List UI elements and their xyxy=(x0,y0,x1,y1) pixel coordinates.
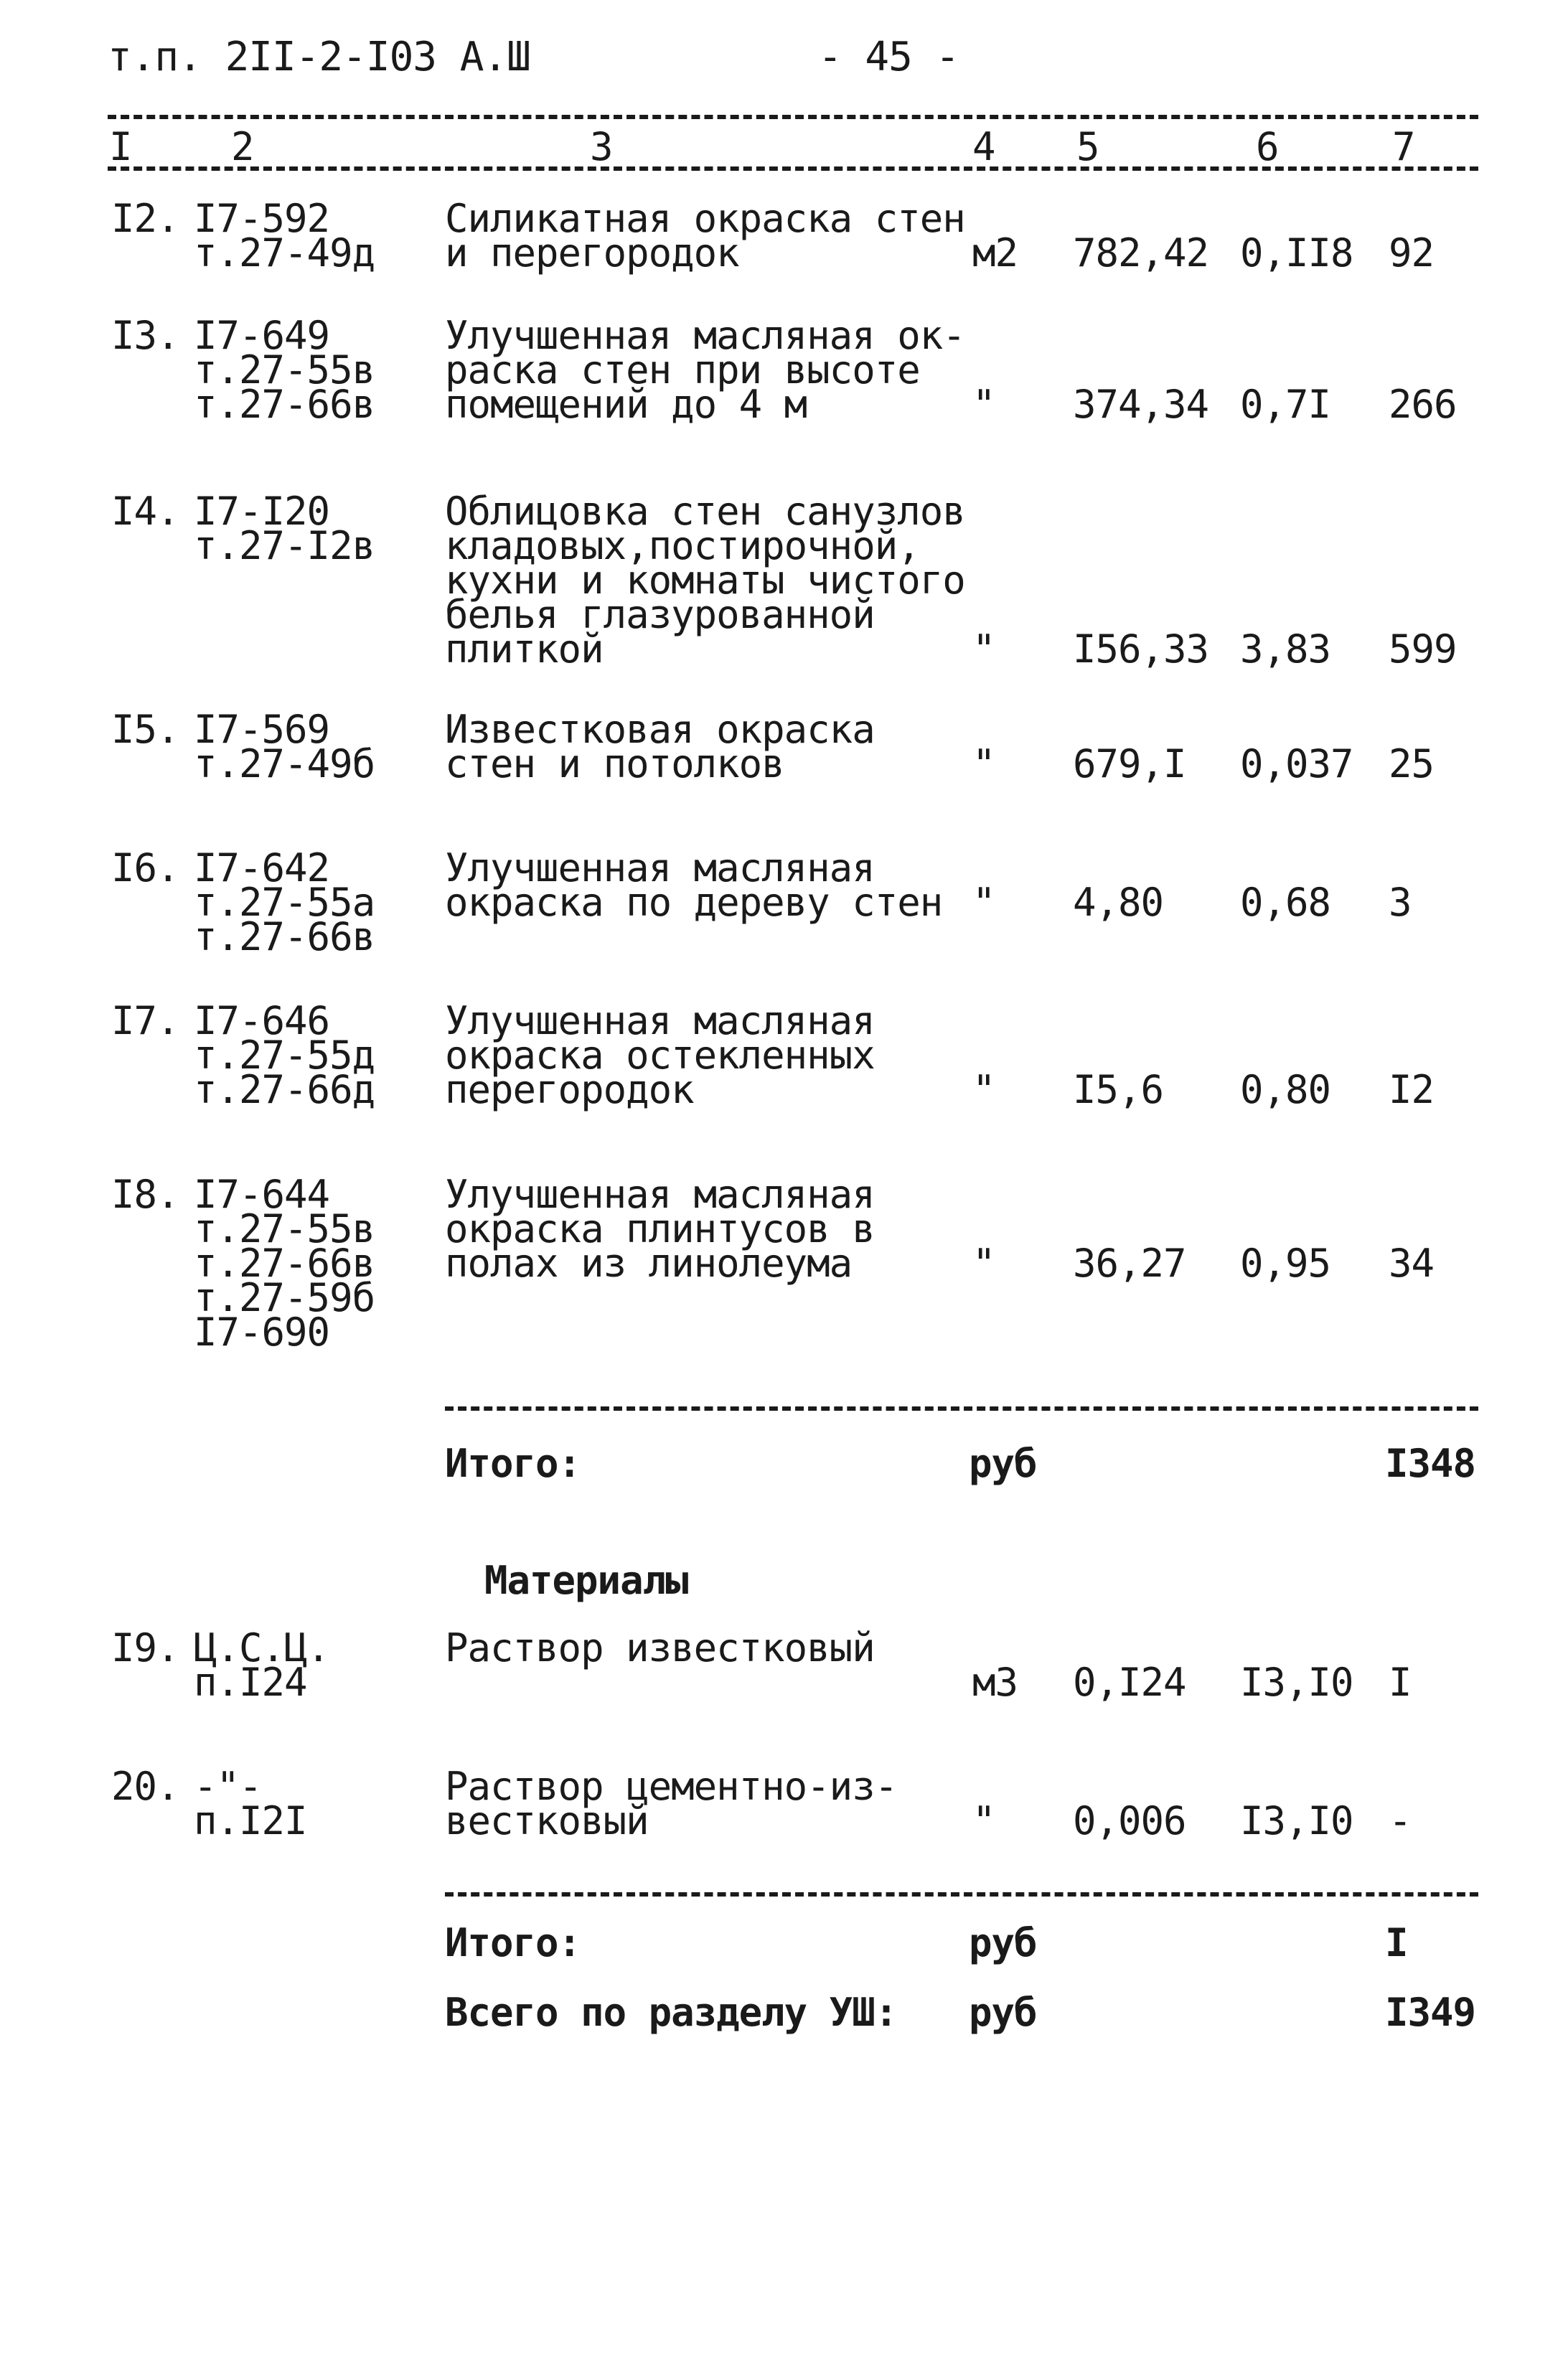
unit: " xyxy=(972,1798,995,1843)
reference-code: т.27-66в xyxy=(194,1241,375,1286)
subtotal-label: Итого: xyxy=(445,1441,581,1486)
work-description: полах из линолеума xyxy=(445,1241,853,1286)
unit-price: 0,II8 xyxy=(1240,230,1353,276)
reference-code: I7-592 xyxy=(194,196,330,241)
work-description: Раствор известковый xyxy=(445,1625,875,1671)
quantity: 4,80 xyxy=(1073,880,1164,925)
column-header-4: 4 xyxy=(972,124,995,169)
reference-code: т.27-49д xyxy=(194,230,375,276)
unit-price: 0,80 xyxy=(1240,1067,1331,1112)
work-description: раска стен при высоте xyxy=(445,347,920,393)
row-total: 266 xyxy=(1389,382,1457,427)
reference-code: т.27-49б xyxy=(194,741,375,786)
reference-code: т.27-55а xyxy=(194,880,375,925)
reference-code: п.I24 xyxy=(194,1660,307,1705)
work-description: перегородок xyxy=(445,1067,694,1112)
unit-price: 0,7I xyxy=(1240,382,1331,427)
quantity: I56,33 xyxy=(1073,626,1209,672)
unit: м2 xyxy=(972,230,1018,276)
reference-code: т.27-I2в xyxy=(194,523,375,568)
reference-code: т.27-55в xyxy=(194,347,375,393)
row-number: I8. xyxy=(111,1172,179,1217)
materials-subtotal-total: I xyxy=(1385,1920,1408,1965)
grand-total-label: Всего по разделу УШ: xyxy=(445,1990,898,2035)
unit-price: 0,037 xyxy=(1240,741,1353,786)
work-description: помещений до 4 м xyxy=(445,382,807,427)
reference-code: I7-642 xyxy=(194,845,330,891)
unit-price: 0,68 xyxy=(1240,880,1331,925)
row-total: 92 xyxy=(1389,230,1435,276)
unit: " xyxy=(972,382,995,427)
quantity: 679,I xyxy=(1073,741,1186,786)
reference-code: п.I2I xyxy=(194,1798,307,1843)
document-code: т.п. 2II-2-I03 А.Ш xyxy=(108,34,530,80)
work-description: окраска по дереву стен xyxy=(445,880,943,925)
unit: " xyxy=(972,626,995,672)
reference-code: I7-690 xyxy=(194,1310,330,1355)
row-total: 599 xyxy=(1389,626,1457,672)
unit-price: 3,83 xyxy=(1240,626,1331,672)
work-description: кладовых,постирочной, xyxy=(445,523,920,568)
reference-code: I7-I20 xyxy=(194,489,330,534)
reference-code: т.27-59б xyxy=(194,1275,375,1320)
reference-code: I7-646 xyxy=(194,998,330,1043)
quantity: 36,27 xyxy=(1073,1241,1186,1286)
column-header-2: 2 xyxy=(231,124,254,169)
work-description: белья глазурованной xyxy=(445,592,875,637)
work-description: Облицовка стен санузлов xyxy=(445,489,965,534)
row-total: 25 xyxy=(1389,741,1435,786)
unit-price: 0,95 xyxy=(1240,1241,1331,1286)
page-number: - 45 - xyxy=(818,34,959,80)
work-description: Известковая окраска xyxy=(445,707,875,752)
materials-subtotal-divider xyxy=(445,1892,1478,1897)
quantity: 374,34 xyxy=(1073,382,1209,427)
row-number: I7. xyxy=(111,998,179,1043)
unit: " xyxy=(972,880,995,925)
unit: " xyxy=(972,1067,995,1112)
row-number: I6. xyxy=(111,845,179,891)
work-description: и перегородок xyxy=(445,230,739,276)
unit: м3 xyxy=(972,1660,1018,1705)
column-header-1: I xyxy=(109,124,132,169)
work-description: окраска остекленных xyxy=(445,1033,875,1078)
grand-total-value: I349 xyxy=(1385,1990,1476,2035)
row-total: 34 xyxy=(1389,1241,1435,1286)
reference-code: I7-649 xyxy=(194,313,330,358)
subtotal-unit: руб xyxy=(969,1441,1037,1486)
row-total: I2 xyxy=(1389,1067,1435,1112)
row-number: I5. xyxy=(111,707,179,752)
unit: " xyxy=(972,1241,995,1286)
reference-code: I7-644 xyxy=(194,1172,330,1217)
column-header-3: 3 xyxy=(590,124,613,169)
row-number: I2. xyxy=(111,196,179,241)
materials-subtotal-label: Итого: xyxy=(445,1920,581,1965)
work-description: Раствор цементно-из- xyxy=(445,1764,898,1809)
column-header-underline xyxy=(108,166,1478,171)
work-description: стен и потолков xyxy=(445,741,784,786)
row-total: 3 xyxy=(1389,880,1412,925)
work-description: Улучшенная масляная xyxy=(445,845,875,891)
quantity: 782,42 xyxy=(1073,230,1209,276)
quantity: 0,006 xyxy=(1073,1798,1186,1843)
reference-code: т.27-55д xyxy=(194,1033,375,1078)
reference-code: т.27-55в xyxy=(194,1206,375,1251)
row-total: - xyxy=(1389,1798,1412,1843)
reference-code: I7-569 xyxy=(194,707,330,752)
work-description: Улучшенная масляная xyxy=(445,1172,875,1217)
row-number: I9. xyxy=(111,1625,179,1671)
reference-code: т.27-66д xyxy=(194,1067,375,1112)
row-number: 20. xyxy=(111,1764,179,1809)
column-header-5: 5 xyxy=(1076,124,1099,169)
row-number: I3. xyxy=(111,313,179,358)
materials-subtotal-unit: руб xyxy=(969,1920,1037,1965)
work-description: окраска плинтусов в xyxy=(445,1206,875,1251)
subtotal-divider xyxy=(445,1406,1478,1411)
reference-code: т.27-66в xyxy=(194,382,375,427)
unit-price: I3,I0 xyxy=(1240,1660,1353,1705)
unit: " xyxy=(972,741,995,786)
column-header-7: 7 xyxy=(1392,124,1415,169)
materials-heading: Материалы xyxy=(484,1558,688,1603)
reference-code: Ц.С.Ц. xyxy=(194,1625,330,1671)
grand-total-unit: руб xyxy=(969,1990,1037,2035)
work-description: плиткой xyxy=(445,626,604,672)
top-divider xyxy=(108,115,1478,119)
quantity: I5,6 xyxy=(1073,1067,1164,1112)
quantity: 0,I24 xyxy=(1073,1660,1186,1705)
unit-price: I3,I0 xyxy=(1240,1798,1353,1843)
work-description: кухни и комнаты чистого xyxy=(445,558,965,603)
column-header-6: 6 xyxy=(1256,124,1279,169)
reference-code: -"- xyxy=(194,1764,262,1809)
work-description: Силикатная окраска стен xyxy=(445,196,965,241)
work-description: Улучшенная масляная xyxy=(445,998,875,1043)
work-description: вестковый xyxy=(445,1798,649,1843)
work-description: Улучшенная масляная ок- xyxy=(445,313,965,358)
row-total: I xyxy=(1389,1660,1412,1705)
row-number: I4. xyxy=(111,489,179,534)
subtotal-total: I348 xyxy=(1385,1441,1476,1486)
reference-code: т.27-66в xyxy=(194,914,375,959)
